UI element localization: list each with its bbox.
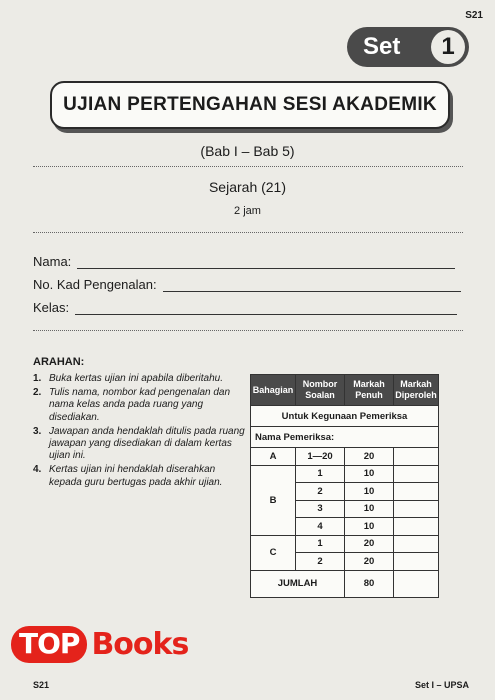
question-cell: 2 <box>296 553 345 571</box>
class-line[interactable] <box>75 302 457 315</box>
chapter-range: (Bab I – Bab 5) <box>200 143 295 159</box>
table-row <box>251 465 439 483</box>
question-cell: 4 <box>296 518 345 536</box>
divider <box>33 330 463 331</box>
marks-obtained-cell[interactable] <box>394 535 439 553</box>
footer-set-label: Set I – UPSA <box>414 680 469 690</box>
marks-obtained-cell[interactable] <box>394 500 439 518</box>
ic-line[interactable] <box>163 279 461 292</box>
set-badge <box>347 27 469 67</box>
header-marks-obtained: Markah Diperoleh <box>394 375 439 406</box>
instruction-item: 3. Jawapan anda hendaklah ditulis pada ruang jawapan yang disediakan di dalam kertas ujian ini. <box>33 425 245 462</box>
name-label: Nama: <box>33 254 72 269</box>
question-cell: 1 <box>296 535 345 553</box>
full-marks-cell: 10 <box>345 483 394 501</box>
subject: Sejarah (21) <box>208 179 287 195</box>
duration: 2 jam <box>234 205 261 217</box>
full-marks-cell: 20 <box>345 553 394 571</box>
marks-obtained-cell[interactable] <box>394 518 439 536</box>
full-marks-cell: 10 <box>345 500 394 518</box>
marks-obtained-cell[interactable] <box>394 483 439 501</box>
name-line[interactable] <box>77 256 455 269</box>
logo-top: TOP <box>11 626 87 663</box>
total-full-marks: 80 <box>345 570 394 597</box>
exam-title-box <box>50 81 450 129</box>
table-row <box>251 448 439 466</box>
question-cell: 1 <box>296 465 345 483</box>
page-code: S21 <box>465 10 483 21</box>
ic-label: No. Kad Pengenalan: <box>33 277 157 292</box>
set-badge-number: 1 <box>431 30 465 64</box>
question-cell: 2 <box>296 483 345 501</box>
topbooks-logo <box>11 626 188 663</box>
examiner-name-label: Nama Pemeriksa: <box>251 427 439 448</box>
table-total-row <box>251 570 439 597</box>
marks-obtained-cell[interactable] <box>394 448 439 466</box>
marks-obtained-cell[interactable] <box>394 465 439 483</box>
instruction-item: 1. Buka kertas ujian ini apabila diberitahu. <box>33 373 223 384</box>
full-marks-cell: 10 <box>345 518 394 536</box>
full-marks-cell: 20 <box>345 448 394 466</box>
total-label: JUMLAH <box>251 570 345 597</box>
section-label: B <box>251 465 296 535</box>
ic-field[interactable] <box>33 277 461 292</box>
header-section: Bahagian <box>251 375 296 406</box>
class-field[interactable] <box>33 300 457 315</box>
divider <box>33 166 463 167</box>
set-badge-label: Set <box>363 33 401 60</box>
name-field[interactable] <box>33 254 455 269</box>
exam-title: UJIAN PERTENGAHAN SESI AKADEMIK <box>63 94 437 115</box>
examiner-table <box>250 374 439 598</box>
total-marks-obtained[interactable] <box>394 570 439 597</box>
instruction-item: 2. Tulis nama, nombor kad pengenalan dan nama kelas anda pada ruang yang disediakan. <box>33 387 231 423</box>
class-label: Kelas: <box>33 300 70 315</box>
question-cell: 3 <box>296 500 345 518</box>
header-full-marks: Markah Penuh <box>345 375 394 406</box>
instructions-heading: ARAHAN: <box>33 356 85 368</box>
instructions-list <box>33 373 245 491</box>
logo-books: Books <box>91 627 189 662</box>
footer-page-code: S21 <box>33 680 50 690</box>
full-marks-cell: 20 <box>345 535 394 553</box>
section-label: C <box>251 535 296 570</box>
question-cell: 1—20 <box>296 448 345 466</box>
section-label: A <box>251 448 296 466</box>
table-row <box>251 535 439 553</box>
marks-obtained-cell[interactable] <box>394 553 439 571</box>
full-marks-cell: 10 <box>345 465 394 483</box>
table-caption: Untuk Kegunaan Pemeriksa <box>251 406 439 427</box>
instruction-item: 4. Kertas ujian ini hendaklah diserahkan kepada guru bertugas pada akhir ujian. <box>33 464 223 488</box>
header-question: Nombor Soalan <box>296 375 345 406</box>
divider <box>33 232 463 233</box>
